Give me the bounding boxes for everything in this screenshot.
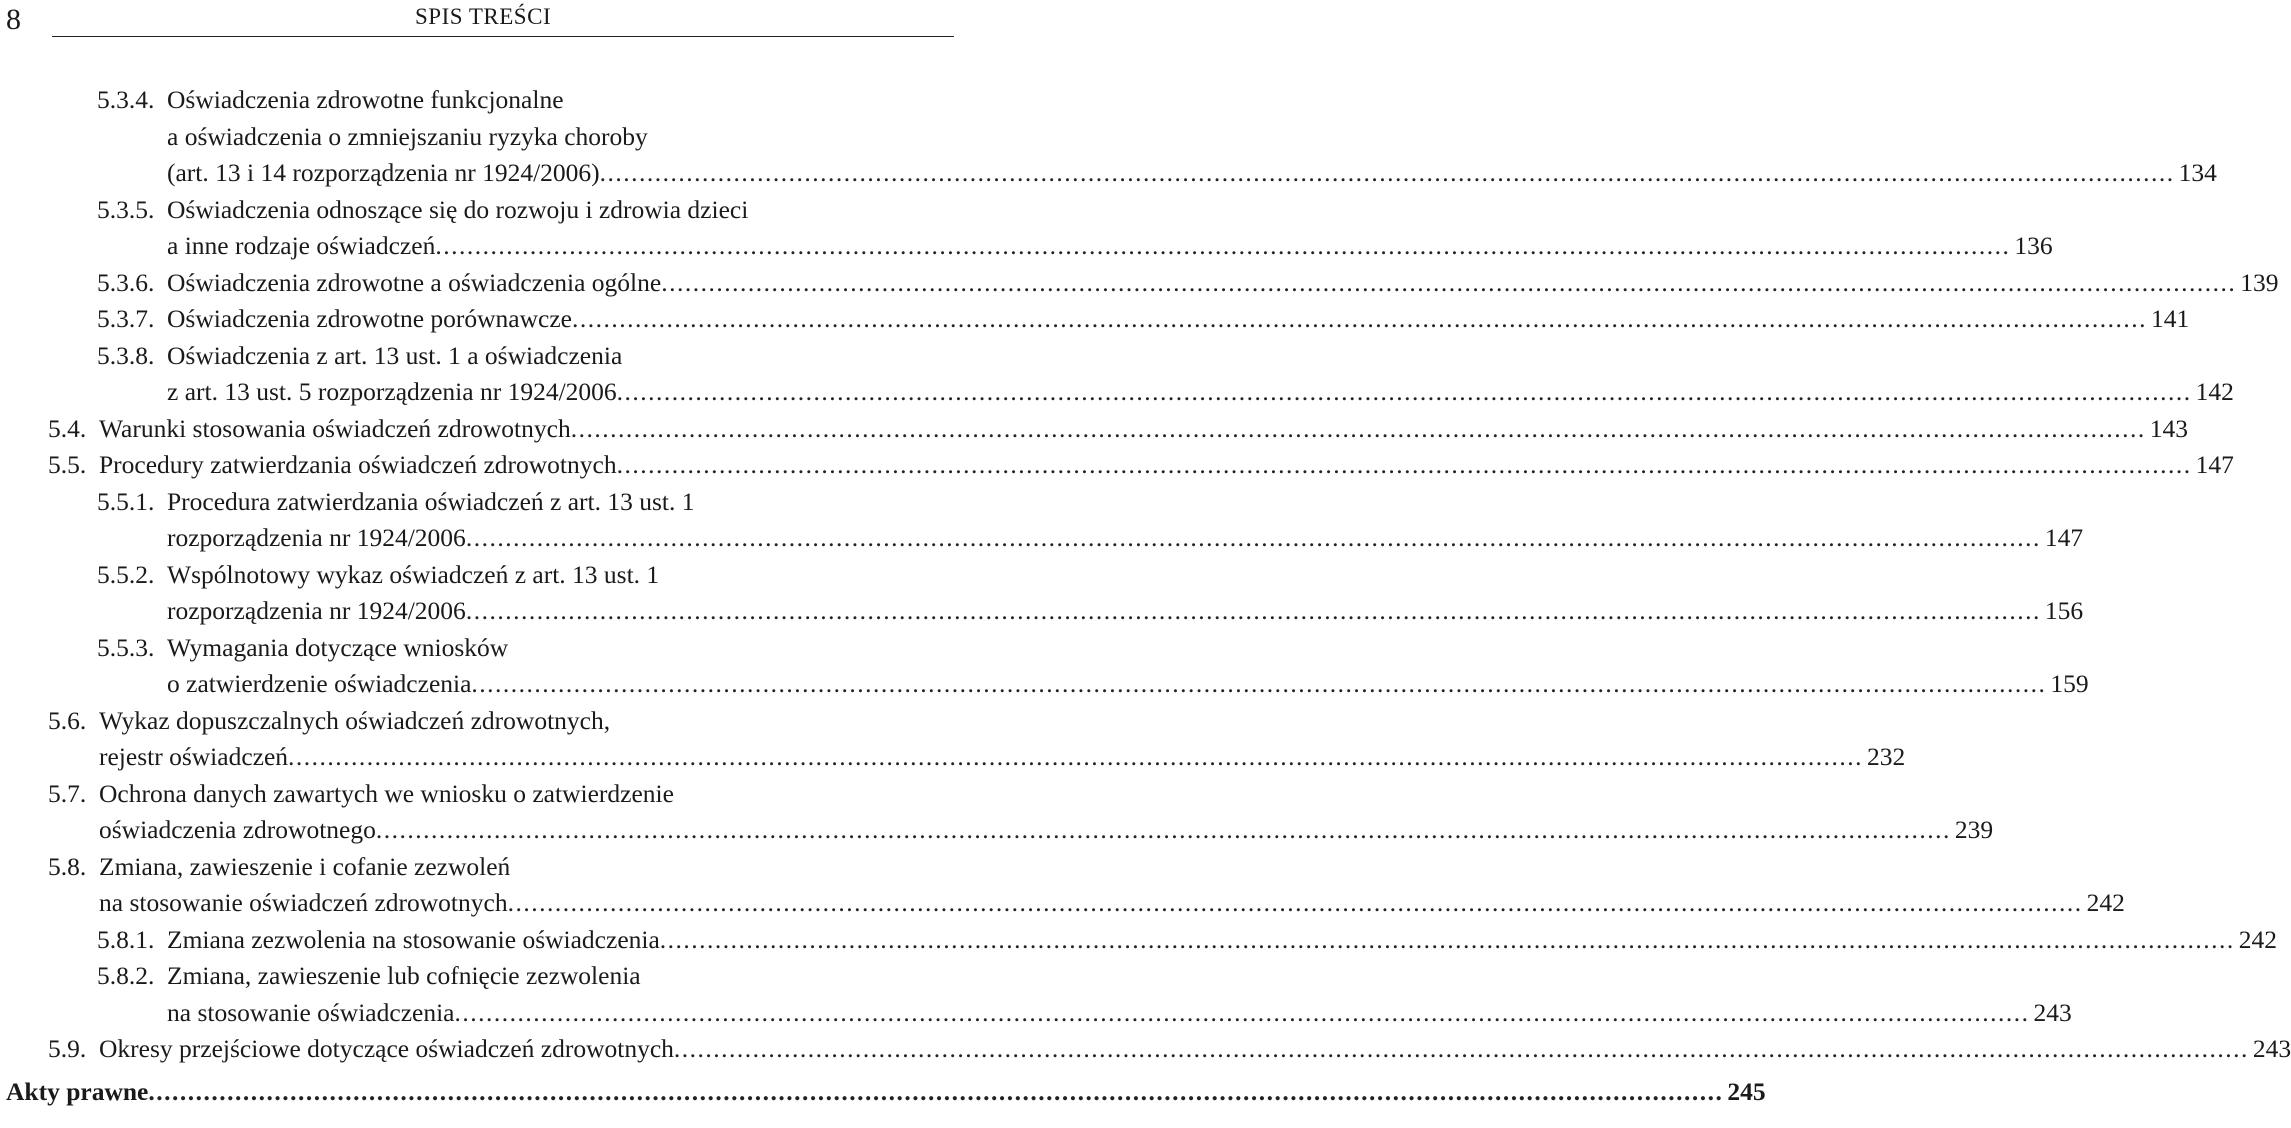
toc-entry-line	[0, 557, 960, 594]
toc-entry-line	[0, 82, 960, 119]
toc-entry-number: 5.8.2.	[97, 961, 155, 990]
toc-entry-line	[0, 411, 2188, 448]
toc-entry-line	[0, 995, 2072, 1032]
toc-entry-row	[99, 739, 1906, 776]
toc-entry-row	[167, 155, 2217, 192]
toc-entry[interactable]	[0, 630, 2089, 703]
toc-page-number: 156	[2044, 596, 2084, 625]
toc-entry-number: 5.5.	[48, 450, 87, 479]
dot-leader: ........................................................................................................................................................................................................	[570, 413, 2146, 443]
toc-entry[interactable]	[0, 338, 2234, 411]
toc-page-number: 143	[2149, 413, 2188, 443]
toc-entry-title: Okresy przejściowe dotyczące oświadczeń zdrowotnych	[99, 1034, 674, 1063]
toc-page-number: 142	[2195, 377, 2234, 406]
toc-page-number: 147	[2044, 523, 2084, 552]
toc-entry-title: Oświadczenia odnoszące się do rozwoju i zdrowia dzieci	[167, 194, 749, 224]
toc-entry-row	[99, 885, 2125, 922]
toc-entry-title: Wykaz dopuszczalnych oświadczeń zdrowotnych,	[99, 705, 611, 735]
toc-entry-line	[0, 1031, 2291, 1068]
toc-entry-title: Warunki stosowania oświadczeń zdrowotnych	[99, 413, 571, 443]
dot-leader: ........................................................................................................................................................................................................	[599, 158, 2175, 187]
toc-entry-line	[0, 776, 960, 813]
toc-entry-number: 5.3.4.	[97, 85, 155, 114]
toc-entry-title: rozporządzenia nr 1924/2006	[167, 523, 466, 552]
toc-page-number: 159	[2050, 669, 2089, 698]
toc-entry-row	[99, 812, 1994, 849]
toc-entry-line	[0, 155, 2217, 192]
toc-entry-number: 5.8.	[48, 851, 87, 881]
running-title: SPIS TREŚCI	[415, 4, 552, 29]
toc-entry-line	[0, 885, 2125, 922]
toc-page-number: 141	[2151, 304, 2190, 333]
toc-entry[interactable]	[0, 1074, 1766, 1111]
toc-entry-number: 5.5.3.	[97, 632, 155, 662]
dot-leader: ........................................................................................................................................................................................................	[659, 924, 2235, 954]
toc-entry-title: o zatwierdzenie oświadczenia	[167, 669, 472, 698]
toc-entry-line	[0, 301, 2190, 338]
header-rule	[52, 36, 954, 37]
toc-entry-title: a oświadczenia o zmniejszaniu ryzyka choroby	[167, 121, 648, 151]
toc-entry-title: Zmiana, zawieszenie i cofanie zezwoleń	[99, 851, 511, 881]
toc-entry-number: 5.5.2.	[97, 559, 155, 589]
dot-leader: ........................................................................................................................................................................................................	[465, 523, 2041, 552]
toc-entry-row	[167, 666, 2089, 703]
toc-entry-line	[0, 447, 2234, 484]
toc-entry-number: 5.8.1.	[97, 924, 155, 954]
toc-entry-title: Wspólnotowy wykaz oświadczeń z art. 13 ust. 1	[167, 559, 660, 589]
toc-page-number: 134	[2178, 158, 2217, 187]
toc-entry[interactable]	[0, 192, 2053, 265]
toc-entry-title: z art. 13 ust. 5 rozporządzenia nr 1924/2006	[167, 377, 617, 406]
table-of-contents	[0, 82, 2291, 1110]
toc-entry-row	[167, 265, 2279, 302]
toc-entry-line	[0, 338, 960, 375]
toc-page-number: 239	[1954, 815, 1994, 844]
toc-entry[interactable]	[0, 849, 2125, 922]
toc-entry-row	[167, 922, 2278, 959]
toc-entry-number: 5.3.5.	[97, 194, 155, 224]
page-number: 8	[6, 3, 21, 36]
toc-entry-number: 5.3.6.	[97, 267, 155, 297]
toc-entry-line	[0, 630, 960, 667]
toc-entry[interactable]	[0, 1031, 2291, 1068]
toc-entry[interactable]	[0, 958, 2072, 1031]
dot-leader: ........................................................................................................................................................................................................	[375, 815, 1951, 844]
toc-entry-number: 5.6.	[48, 705, 87, 735]
toc-page-number: 243	[2252, 1034, 2291, 1063]
toc-entry-number: 5.5.1.	[97, 486, 155, 516]
toc-page-number: 242	[2086, 888, 2125, 917]
toc-entry-title: a inne rodzaje oświadczeń	[167, 231, 436, 260]
toc-entry-title: Oświadczenia zdrowotne porównawcze	[167, 304, 572, 333]
toc-entry[interactable]	[0, 265, 2279, 302]
toc-entry-row	[167, 301, 2190, 338]
toc-entry-number: 5.3.7.	[97, 304, 155, 333]
dot-leader: ........................................................................................................................................................................................................	[673, 1034, 2249, 1063]
dot-leader: ........................................................................................................................................................................................................	[435, 231, 2011, 260]
toc-entry-number: 5.9.	[48, 1034, 87, 1063]
toc-entry-line	[0, 228, 2053, 265]
toc-entry-title: Zmiana, zawieszenie lub cofnięcie zezwolenia	[167, 961, 641, 990]
toc-entry-line	[0, 849, 960, 886]
toc-entry-line	[0, 739, 1906, 776]
toc-entry-row	[99, 447, 2234, 484]
toc-entry-title: na stosowanie oświadczenia	[167, 997, 455, 1027]
toc-entry-line	[0, 374, 2234, 411]
toc-page-number: 232	[1867, 742, 1906, 771]
toc-entry-line	[0, 666, 2089, 703]
toc-entry-line	[0, 520, 2084, 557]
page-header	[0, 0, 960, 40]
toc-entry-title: rejestr oświadczeń	[99, 742, 289, 771]
toc-entry-row	[167, 520, 2084, 557]
toc-entry-title: rozporządzenia nr 1924/2006	[167, 596, 466, 625]
toc-entry-title: (art. 13 i 14 rozporządzenia nr 1924/2006)	[167, 158, 600, 187]
toc-entry-row	[6, 1074, 1766, 1111]
toc-entry-title: na stosowanie oświadczeń zdrowotnych	[99, 888, 508, 917]
toc-entry[interactable]	[0, 922, 2278, 959]
toc-entry[interactable]	[0, 301, 2190, 338]
toc-entry[interactable]	[0, 703, 1906, 776]
dot-leader: ........................................................................................................................................................................................................	[288, 742, 1864, 771]
toc-entry-title: Oświadczenia zdrowotne a oświadczenia ogólne	[167, 267, 662, 297]
toc-entry-row	[167, 228, 2053, 265]
toc-entry-line	[0, 1074, 1766, 1111]
toc-entry-row	[167, 995, 2072, 1032]
toc-entry-title: Oświadczenia zdrowotne funkcjonalne	[167, 85, 564, 114]
toc-page-number: 147	[2195, 450, 2234, 479]
dot-leader: ........................................................................................................................................................................................................	[616, 450, 2192, 479]
toc-entry[interactable]	[0, 776, 1994, 849]
toc-entry-title: Procedury zatwierdzania oświadczeń zdrowotnych	[99, 450, 617, 479]
toc-entry-line	[0, 812, 1994, 849]
toc-entry-number: 5.4.	[48, 413, 87, 443]
toc-entry-row	[99, 411, 2188, 448]
toc-entry-number: 5.7.	[48, 778, 87, 808]
toc-entry-line	[0, 593, 2084, 630]
toc-entry-title: Ochrona danych zawartych we wniosku o zatwierdzenie	[99, 778, 674, 808]
dot-leader: ........................................................................................................................................................................................................	[465, 596, 2041, 625]
toc-entry-title: Oświadczenia z art. 13 ust. 1 a oświadczenia	[167, 340, 623, 370]
toc-page-number: 136	[2014, 231, 2053, 260]
toc-entry-row	[167, 374, 2234, 411]
toc-entry[interactable]	[0, 447, 2234, 484]
toc-entry-title: Zmiana zezwolenia na stosowanie oświadczenia	[167, 924, 660, 954]
toc-entry-title: Wymagania dotyczące wniosków	[167, 632, 509, 662]
dot-leader: ........................................................................................................................................................................................................	[661, 267, 2237, 297]
toc-entry-line	[0, 265, 2279, 302]
dot-leader: ........................................................................................................................................................................................................	[572, 304, 2147, 333]
toc-entry-line	[0, 958, 960, 995]
toc-entry-line	[0, 192, 960, 229]
toc-page-number: 139	[2240, 267, 2279, 297]
toc-entry-row	[167, 593, 2084, 630]
toc-entry-title: oświadczenia zdrowotnego	[99, 815, 376, 844]
toc-entry-title: Akty prawne	[6, 1076, 149, 1106]
dot-leader: ........................................................................................................................................................................................................	[148, 1076, 1724, 1106]
toc-entry[interactable]	[0, 557, 2084, 630]
toc-entry-number: 5.3.8.	[97, 340, 155, 370]
dot-leader: ........................................................................................................................................................................................................	[454, 997, 2030, 1027]
toc-entry-row	[99, 1031, 2291, 1068]
toc-entry-line	[0, 703, 960, 740]
toc-entry[interactable]	[0, 82, 2217, 192]
toc-page-number: 242	[2238, 924, 2278, 954]
toc-entry[interactable]	[0, 484, 2084, 557]
toc-entry-line	[0, 119, 960, 156]
toc-entry-title: Procedura zatwierdzania oświadczeń z art. 13 ust. 1	[167, 486, 695, 516]
dot-leader: ........................................................................................................................................................................................................	[616, 377, 2192, 406]
toc-page-number: 245	[1727, 1076, 1766, 1106]
toc-entry-line	[0, 484, 960, 521]
dot-leader: ........................................................................................................................................................................................................	[507, 888, 2083, 917]
toc-page-number: 243	[2033, 997, 2072, 1027]
dot-leader: ........................................................................................................................................................................................................	[471, 669, 2047, 698]
toc-entry-line	[0, 922, 2278, 959]
toc-entry[interactable]	[0, 411, 2188, 448]
